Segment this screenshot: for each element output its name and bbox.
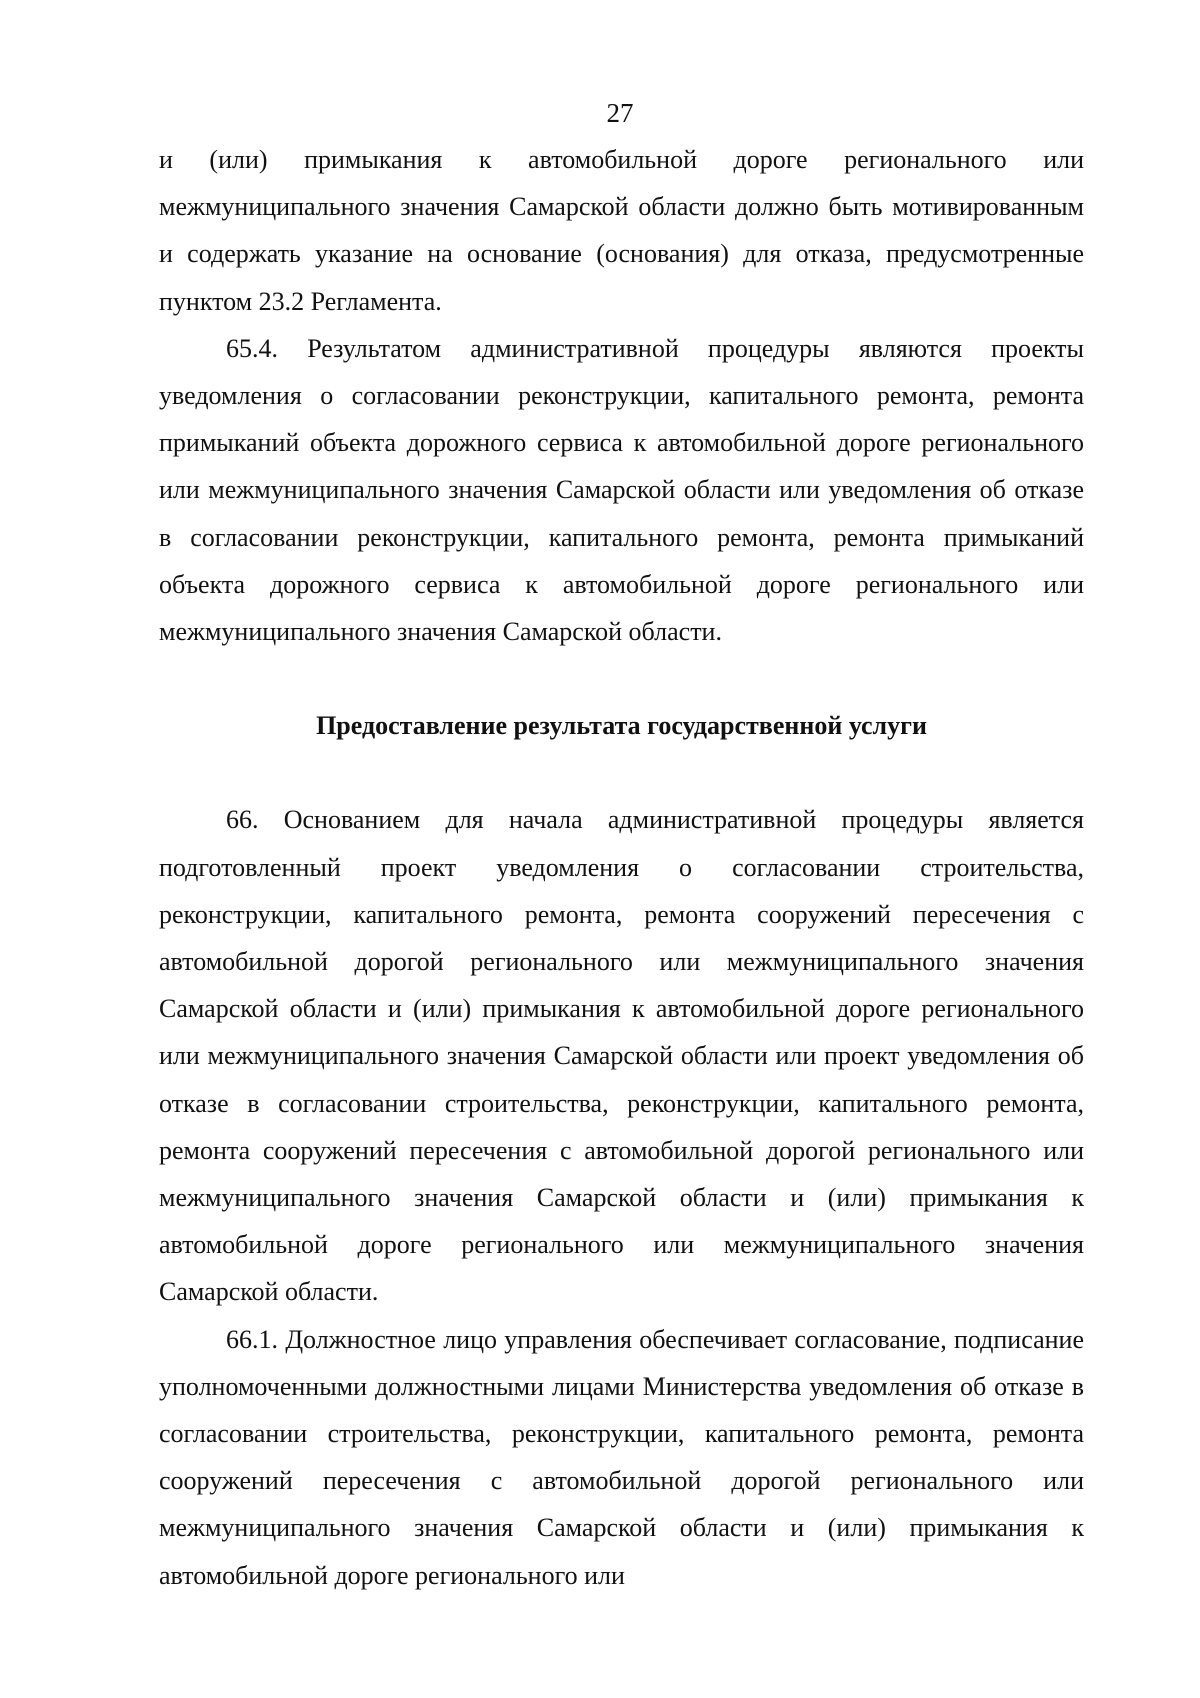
paragraph-66: 66. Основанием для начала административной процедуры является подготовленный проект уведомления о согласовании строительства, реконструкции, капитального ремонта, ремонта сооружений пересечения с автомобильной дорогой регионального или межмуниципального значения Самарской области и (или) примыкания к автомобильной дороге регионального или межмуниципального значения Самарской области или проект уведомления об отказе в согласовании строительства, реконструкции, капитального ремонта, ремонта сооружений пересечения с автомобильной дорогой регионального или межмуниципального значения Самарской области и (или) примыкания к автомобильной дороге регионального или межмуниципального значения Самарской области. [159,805,1084,1307]
paragraph-continuation: и (или) примыкания к автомобильной дороге регионального или межмуниципального значения Самарской области должно быть мотивированным и содержать указание на основание (основания) для отказа, предусмотренные пунктом 23.2 Регламента. [159,145,1084,316]
paragraph-66-1: 66.1. Должностное лицо управления обеспечивает согласование, подписание уполномоченными должностными лицами Министерства уведомления об отказе в согласовании строительства, реконструкции, капитального ремонта, ремонта сооружений пересечения с автомобильной дорогой регионального или межмуниципального значения Самарской области и (или) примыкания к автомобильной дороге регионального или [159,1324,1084,1590]
document-body [159,136,1084,1599]
page-number: 27 [606,98,634,128]
section-heading: Предоставление результата государственной услуги [316,711,927,741]
paragraph-65-4: 65.4. Результатом административной процедуры являются проекты уведомления о согласовании реконструкции, капитального ремонта, ремонта примыканий объекта дорожного сервиса к автомобильной дороге регионального или межмуниципального значения Самарской области или уведомления об отказе в согласовании реконструкции, капитального ремонта, ремонта примыканий объекта дорожного сервиса к автомобильной дороге регионального или межмуниципального значения Самарской области. [159,333,1084,647]
